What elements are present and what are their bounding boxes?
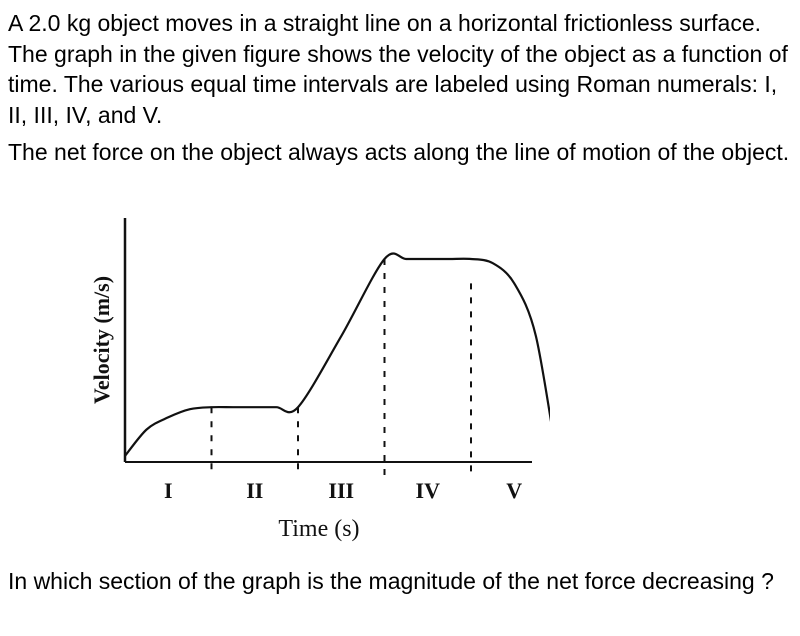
velocity-time-graph bbox=[70, 210, 550, 550]
y-axis-label: Velocity (m/s) bbox=[89, 275, 114, 405]
x-axis-label: Time (s) bbox=[278, 516, 360, 542]
interval-label-5: V bbox=[506, 478, 523, 503]
problem-statement: A 2.0 kg object moves in a straight line on a horizontal frictionless surface. The graph in the given figure shows the velocity of the object as a function of time. The various equal time intervals are labeled using Roman numerals: I, II, III, IV, and V. bbox=[8, 10, 788, 128]
problem-condition: The net force on the object always acts along the line of motion of the object. bbox=[8, 139, 790, 165]
interval-label-4: IV bbox=[415, 478, 440, 503]
interval-label-2: II bbox=[246, 478, 264, 503]
question-text: In which section of the graph is the magnitude of the net force decreasing ? bbox=[8, 568, 774, 594]
interval-label-3: III bbox=[328, 478, 355, 503]
velocity-curve bbox=[125, 254, 550, 462]
interval-label-1: I bbox=[163, 478, 173, 503]
